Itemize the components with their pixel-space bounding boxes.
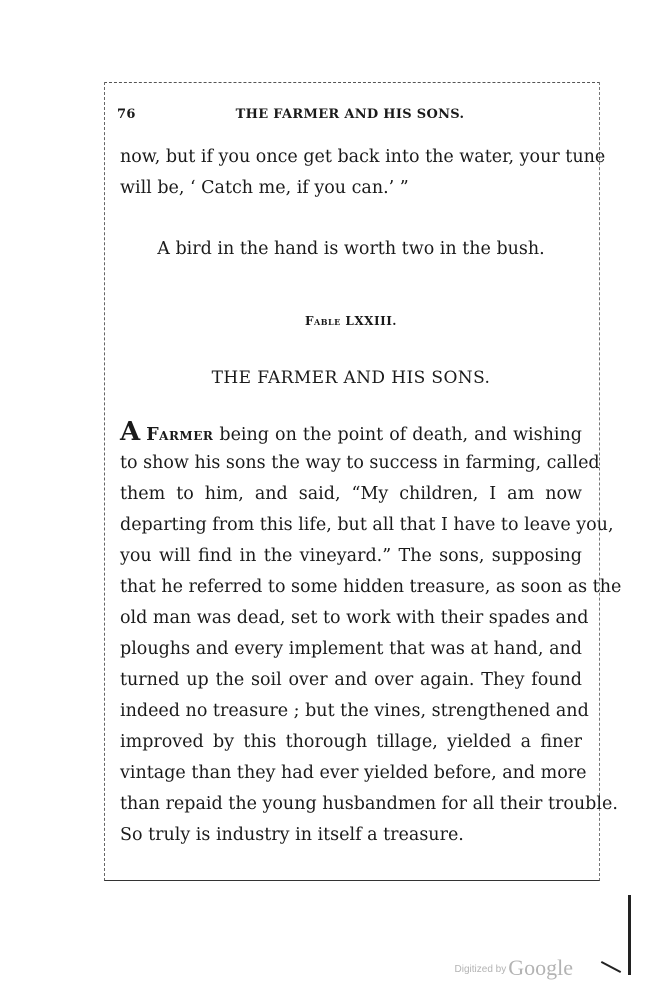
running-head: [117, 107, 583, 125]
running-head-title: THE FARMER AND HIS SONS.: [235, 107, 465, 122]
fable-line: departing from this life, but all that I have to leave you,: [120, 515, 614, 535]
first-line-rest: being on the point of death, and wishing: [213, 425, 582, 445]
digitization-watermark: [455, 955, 573, 981]
fable-number-label: [104, 314, 598, 328]
fable-line: ploughs and every implement that was at hand, and: [120, 639, 582, 659]
fable-line: indeed no treasure ; but the vines, strengthened and: [120, 701, 589, 721]
fable-body: [120, 417, 622, 851]
fable-line: to show his sons the way to success in farming, called: [120, 453, 600, 473]
fable-line-first: [120, 417, 582, 448]
page-number: 76: [117, 107, 136, 122]
fable-line: vintage than they had ever yielded before, and more: [120, 763, 587, 783]
page-edge-mark: [628, 895, 631, 975]
fable-line: you will find in the vineyard.” The sons, supposing: [120, 546, 582, 566]
fable-line: that he referred to some hidden treasure, as soon as the: [120, 577, 622, 597]
fable-label-text: Fable LXXIII.: [305, 314, 397, 328]
drop-initial: A: [120, 417, 141, 447]
fable-line: turned up the soil over and over again. They found: [120, 670, 582, 690]
fable-line: old man was dead, set to work with their spades and: [120, 608, 589, 628]
lead-word: Farmer: [146, 425, 214, 445]
fable-line: them to him, and said, “My children, I am now: [120, 484, 582, 504]
watermark-prefix: Digitized by: [454, 964, 507, 975]
continuation-line: now, but if you once get back into the water, your tune: [120, 147, 606, 167]
fable-line: So truly is industry in itself a treasure.: [120, 825, 464, 845]
page-edge-tick: [601, 961, 621, 973]
fable-line: improved by this thorough tillage, yielded a finer: [120, 732, 582, 752]
continuation-paragraph: [120, 142, 606, 204]
google-logo: Google: [508, 955, 573, 980]
fable-line: than repaid the young husbandmen for all their trouble.: [120, 794, 618, 814]
moral: A bird in the hand is worth two in the bush.: [157, 239, 545, 259]
fable-title: THE FARMER AND HIS SONS.: [211, 368, 491, 388]
continuation-line: will be, ‘ Catch me, if you can.’ ”: [120, 178, 409, 198]
